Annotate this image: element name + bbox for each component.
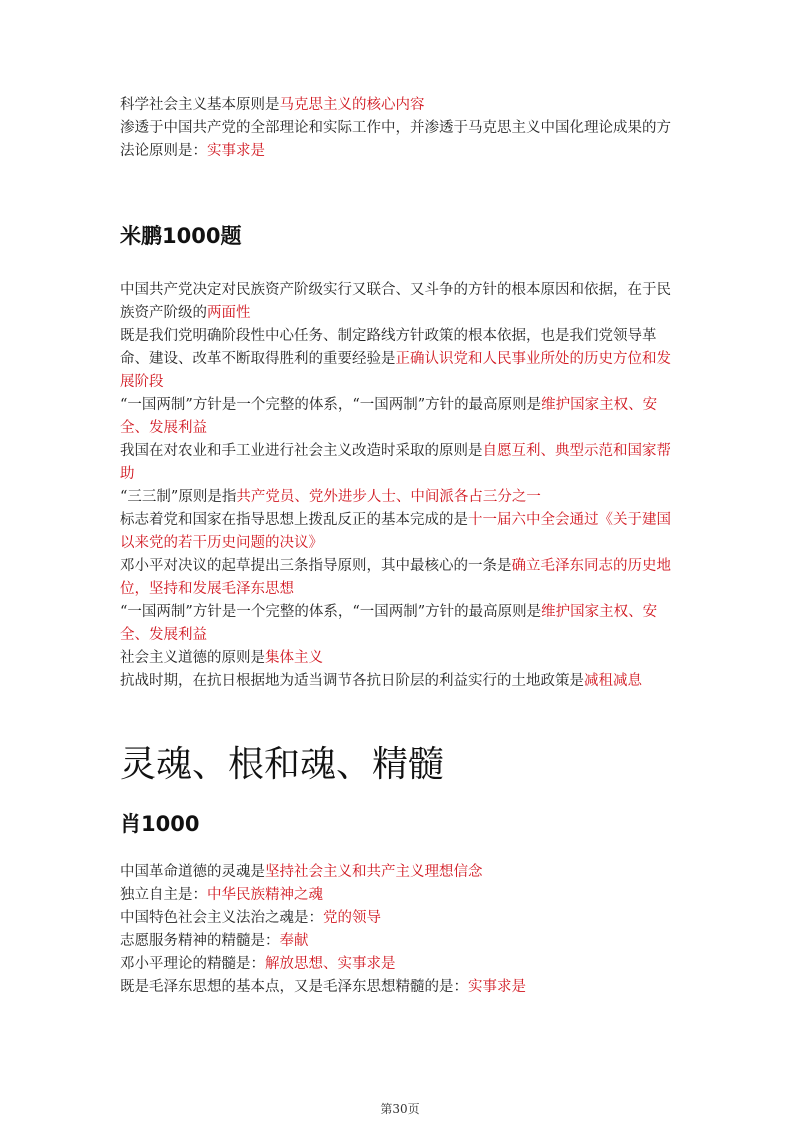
text-line: 志愿服务精神的精髓是：奉献	[120, 933, 309, 949]
answer-text: 实事求是	[207, 143, 265, 159]
section-subheading-xiao: 肖1000	[120, 812, 200, 836]
page-number: 第30页	[380, 1102, 420, 1116]
answer-text: 维护国家主权、安全、发展利益	[120, 397, 658, 436]
text-line: 我国在对农业和手工业进行社会主义改造时采取的原则是自愿互利、典型示范和国家帮助	[120, 443, 671, 482]
text-line: 邓小平对决议的起草提出三条指导原则，其中最核心的一条是确立毛泽东同志的历史地位，坚持和发展毛泽东思想	[120, 558, 671, 597]
section-heading-soul: 灵魂、根和魂、精髓	[120, 744, 445, 785]
text-line: 邓小平理论的精髓是：解放思想、实事求是	[120, 956, 396, 972]
answer-text: 共产党员、党外进步人士、中间派各占三分之一	[236, 489, 541, 505]
answer-text: 维护国家主权、安全、发展利益	[120, 604, 658, 643]
text-line: 社会主义道德的原则是集体主义	[120, 650, 323, 666]
answer-text: 党的领导	[323, 910, 381, 926]
section-heading-mipeng: 米鹏1000题	[120, 224, 242, 248]
intro-block	[120, 94, 685, 163]
text-line: 科学社会主义基本原则是马克思主义的核心内容	[120, 97, 425, 113]
text-line: “一国两制”方针是一个完整的体系，“一国两制”方针的最高原则是维护国家主权、安全、发展利益	[120, 604, 658, 643]
text-line: “一国两制”方针是一个完整的体系，“一国两制”方针的最高原则是维护国家主权、安全、发展利益	[120, 397, 658, 436]
text-line: 既是我们党明确阶段性中心任务、制定路线方针政策的根本依据，也是我们党领导革命、建设、改革不断取得胜利的重要经验是正确认识党和人民事业所处的历史方位和发展阶段	[120, 328, 671, 390]
answer-text: 集体主义	[265, 650, 323, 666]
text-line: 抗战时期，在抗日根据地为适当调节各抗日阶层的利益实行的土地政策是减租减息	[120, 673, 642, 689]
text-line: 中国共产党决定对民族资产阶级实行又联合、又斗争的方针的根本原因和依据，在于民族资产阶级的两面性	[120, 282, 671, 321]
answer-text: 减租减息	[584, 673, 642, 689]
text-line: 独立自主是：中华民族精神之魂	[120, 887, 323, 903]
soul-list	[120, 861, 685, 999]
text-line: “三三制”原则是指共产党员、党外进步人士、中间派各占三分之一	[120, 489, 541, 505]
answer-text: 中华民族精神之魂	[207, 887, 323, 903]
text-line: 既是毛泽东思想的基本点，又是毛泽东思想精髓的是：实事求是	[120, 979, 526, 995]
answer-text: 解放思想、实事求是	[265, 956, 396, 972]
answer-text: 马克思主义的核心内容	[279, 97, 425, 113]
text-line: 渗透于中国共产党的全部理论和实际工作中，并渗透于马克思主义中国化理论成果的方法论原则是：实事求是	[120, 120, 671, 159]
text-line: 中国革命道德的灵魂是坚持社会主义和共产主义理想信念	[120, 864, 483, 880]
text-line: 标志着党和国家在指导思想上拨乱反正的基本完成的是十一届六中全会通过《关于建国以来党的若干历史问题的决议》	[120, 512, 671, 551]
answer-text: 确立毛泽东同志的历史地位，坚持和发展毛泽东思想	[120, 558, 671, 597]
answer-text: 实事求是	[468, 979, 526, 995]
answer-text: 奉献	[279, 933, 309, 949]
answer-text: 两面性	[207, 305, 251, 321]
answer-text: 坚持社会主义和共产主义理想信念	[265, 864, 483, 880]
answer-text: 正确认识党和人民事业所处的历史方位和发展阶段	[120, 351, 671, 390]
text-line: 中国特色社会主义法治之魂是：党的领导	[120, 910, 381, 926]
answer-text: 十一届六中全会通过《关于建国以来党的若干历史问题的决议》	[120, 512, 671, 551]
answer-text: 自愿互利、典型示范和国家帮助	[120, 443, 671, 482]
mipeng-list	[120, 279, 685, 693]
document-page	[120, 94, 685, 999]
